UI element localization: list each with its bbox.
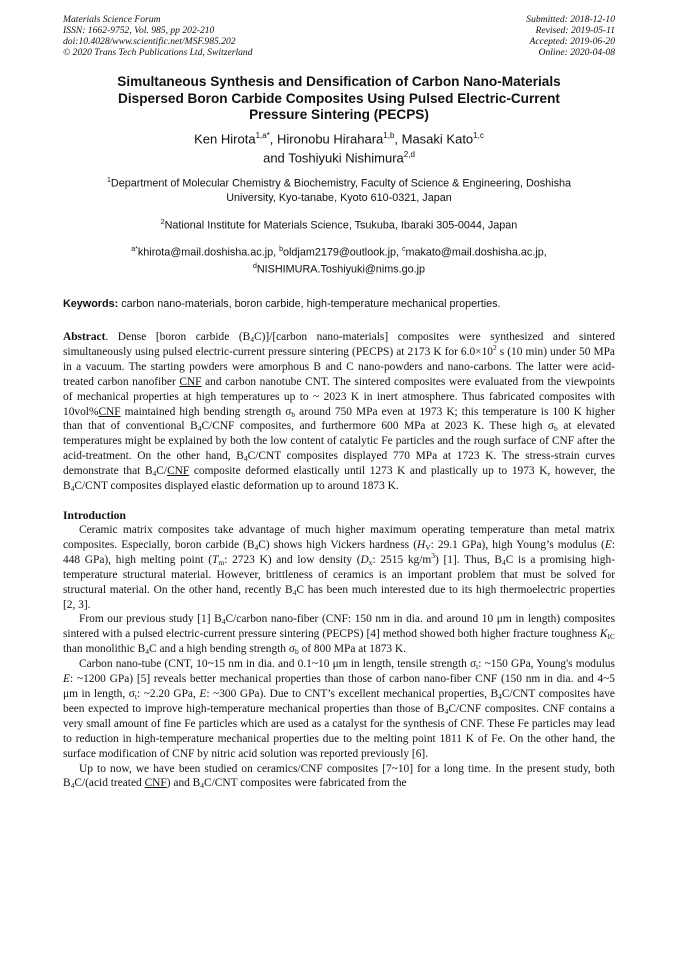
cnf-underlined: CNF — [98, 405, 121, 418]
dates-info — [526, 14, 615, 58]
author-name: Masaki Kato — [401, 130, 474, 146]
online-date: Online: 2020-04-08 — [538, 47, 615, 58]
author-list — [63, 128, 615, 167]
cnf-underlined: CNF — [144, 777, 167, 790]
email-link[interactable]: khirota@mail.doshisha.ac.jp, — [137, 246, 277, 259]
revised-date: Revised: 2019-05-11 — [535, 25, 615, 36]
affiliation-sup: 1 — [107, 177, 111, 185]
affiliation-1 — [63, 174, 615, 206]
author-sup: 1,a* — [255, 130, 270, 140]
author-sup: 2,d — [403, 149, 415, 159]
copyright: © 2020 Trans Tech Publications Ltd, Switzerland — [63, 47, 253, 58]
keywords-label: Keywords: — [63, 298, 119, 311]
issn: ISSN: 1662-9752, Vol. 985, pp 202-210 — [63, 25, 215, 36]
author-name: Toshiyuki Nishimura — [288, 150, 404, 166]
title-line: Pressure Sintering (PECPS) — [249, 107, 429, 122]
email-link[interactable]: oldjam2179@outlook.jp, — [283, 246, 400, 259]
abstract: Abstract. Dense [boron carbide $(B_4C)]/[carbon$ nano-materials] composites were synthesized and sintered simultaneously using pulsed electric-current pressure sintering (PECPS) at 2173 K for $6.0\times 10^2$ s (10 min) under 50 MPa in a vacuum. The starting powders were amorphous B and C nano-powders and nano-carbons. The latter were acid-treated carbon nanofiber CNF and carbon nanotube CNT. The sintered composites were evaluated from the viewpoints of mechanical properties at high temperatures up to ~ 2023 K in inert atmosphere. Thus fabricated composites with 10vol%CNF maintained high bending strength $\sigma_b$ around 750 MPa even at 1973 K; this temperature is 100 K higher than that of conventional $B_4C$/CNF composites, and furthermore 600 MPa at 2023 K. These high $\sigma_b$ at elevated temperatures might be explained by both the low content of catalytic Fe particles and the rough surface of CNF after the acid-treatment. On the other hand, $B_4C$/CNT composites displayed 770 MPa at 1723 K. The stress-strain curves demonstrate that $B_4C$/CNF composite deformed elastically until 1273 K and plastically up to 1973 K, however, the $B_4C$/CNT composites displayed elastic deformation up to around 1873 K. — [63, 331, 615, 494]
title-line: Simultaneous Synthesis and Densification of Carbon Nano-Materials — [117, 74, 561, 89]
author-name: Ken Hirota — [194, 130, 256, 146]
email-sup: a* — [131, 245, 138, 253]
accepted-date: Accepted: 2019-06-20 — [529, 36, 615, 47]
author-sup: 1,b — [383, 130, 395, 140]
submitted-date: Submitted: 2018-12-10 — [526, 14, 615, 25]
journal-info — [63, 14, 253, 58]
email-link[interactable]: makato@mail.doshisha.ac.jp, — [405, 246, 547, 259]
email-list — [63, 243, 615, 277]
email-sup: b — [279, 245, 284, 253]
intro-paragraph-3: Carbon nano-tube (CNT, 10~15 nm in dia. and 0.1~10 μm in length, tensile strength $\sigma_t$: ~150 GPa, Young's modulus E: ~1200 GPa) [5] reveals better mechanical properties than those of carbon nano-fiber CNF (150 nm in dia. and 4~5 μm in length, $\sigma_t$: ~2.20 GPa, E: ~300 GPa). Due to CNT’s excellent mechanical properties, $B_4C$/CNT composites have been expected to improve high-temperature mechanical properties than those of $B_4C$/CNF composites. CNF contains a very small amount of fine Fe particles which are used as a catalyst for the synthesis of CNF. These Fe particles may lead to reduction in high-temperature mechanical properties due to the melting point 1811 K of Fe. On the other hand, the surface modification of CNF by nitric acid solution was reported previously [6]. — [63, 658, 615, 760]
doi: doi:10.4028/www.scientific.net/MSF.985.202 — [63, 36, 236, 47]
section-heading: Introduction — [63, 509, 126, 522]
affiliation-text: National Institute for Materials Science, Tsukuba, Ibaraki 305-0044, Japan — [164, 219, 518, 232]
intro-paragraph-2: From our previous study [1] $B_4C$/carbon nano-fiber (CNF: 150 nm in dia. and around 10 μm in length) composites sintered with a pulsed electric-current pressure sintering (PECPS) [4] method showed both higher fracture toughness $K_{IC}$ than monolithic $B_4C$ and a high bending strength $\sigma_b$ of 800 MPa at 1873 K. — [63, 613, 615, 657]
author-and: and — [263, 150, 285, 166]
keywords — [63, 297, 615, 311]
email-sup: d — [252, 262, 257, 270]
affiliation-sup: 2 — [160, 218, 165, 226]
author-sup: 1,c — [473, 130, 484, 140]
email-link[interactable]: NISHIMURA.Toshiyuki@nims.go.jp — [256, 263, 426, 276]
paper-title — [63, 74, 615, 124]
affiliation-2 — [63, 216, 615, 233]
author-line-2 — [63, 147, 615, 166]
author-name: Hironobu Hirahara — [277, 130, 384, 146]
author-line-1: Ken Hirota$^{1,a*}$, Hironobu Hirahara$^{1,b}$, Masaki Kato$^{1,c}$ — [194, 130, 484, 146]
journal-name: Materials Science Forum — [63, 14, 161, 25]
intro-paragraph-4: Up to now, we have been studied on ceramics/CNF composites [7~10] for a long time. In the present study, both $B_4C/(acid$ treated CNF) and $B_4C$/CNT composites were fabricated from the — [63, 762, 615, 791]
title-line: Dispersed Boron Carbide Composites Using Pulsed Electric-Current — [118, 90, 560, 106]
affiliation-text: University, Kyo-tanabe, Kyoto 610-0321, Japan — [226, 192, 452, 205]
cnf-underlined: CNF — [167, 465, 190, 478]
intro-paragraph-1: Ceramic matrix composites take advantage of much higher maximum operating temperature than metal matrix composites. Especially, boron carbide $(B_4C)$ shows high Vickers hardness ($H_V$: 29.1 GPa), high Young’s modulus (E: 448 GPa), high melting point ($T_m$: 2723 K) and low density ($D_x$: 2515 $kg/m^3$) [1]. Thus, $B_4C$ is a promising high-temperature structural material. However, brittleness of ceramics is an important problem that must be solved for structural material. On the other hand, recently $B_4C$ has been much interested due to its high thermoelectric properties [2, 3]. — [63, 524, 616, 611]
cnf-underlined: CNF — [179, 375, 202, 388]
affiliation-text: Department of Molecular Chemistry & Biochemistry, Faculty of Science & Engineering, Doshisha — [110, 177, 571, 190]
abstract-label: Abstract — [63, 331, 106, 344]
email-sup: c — [402, 245, 406, 253]
running-header — [63, 14, 615, 58]
keywords-text: carbon nano-materials, boron carbide, high-temperature mechanical properties. — [121, 298, 501, 311]
